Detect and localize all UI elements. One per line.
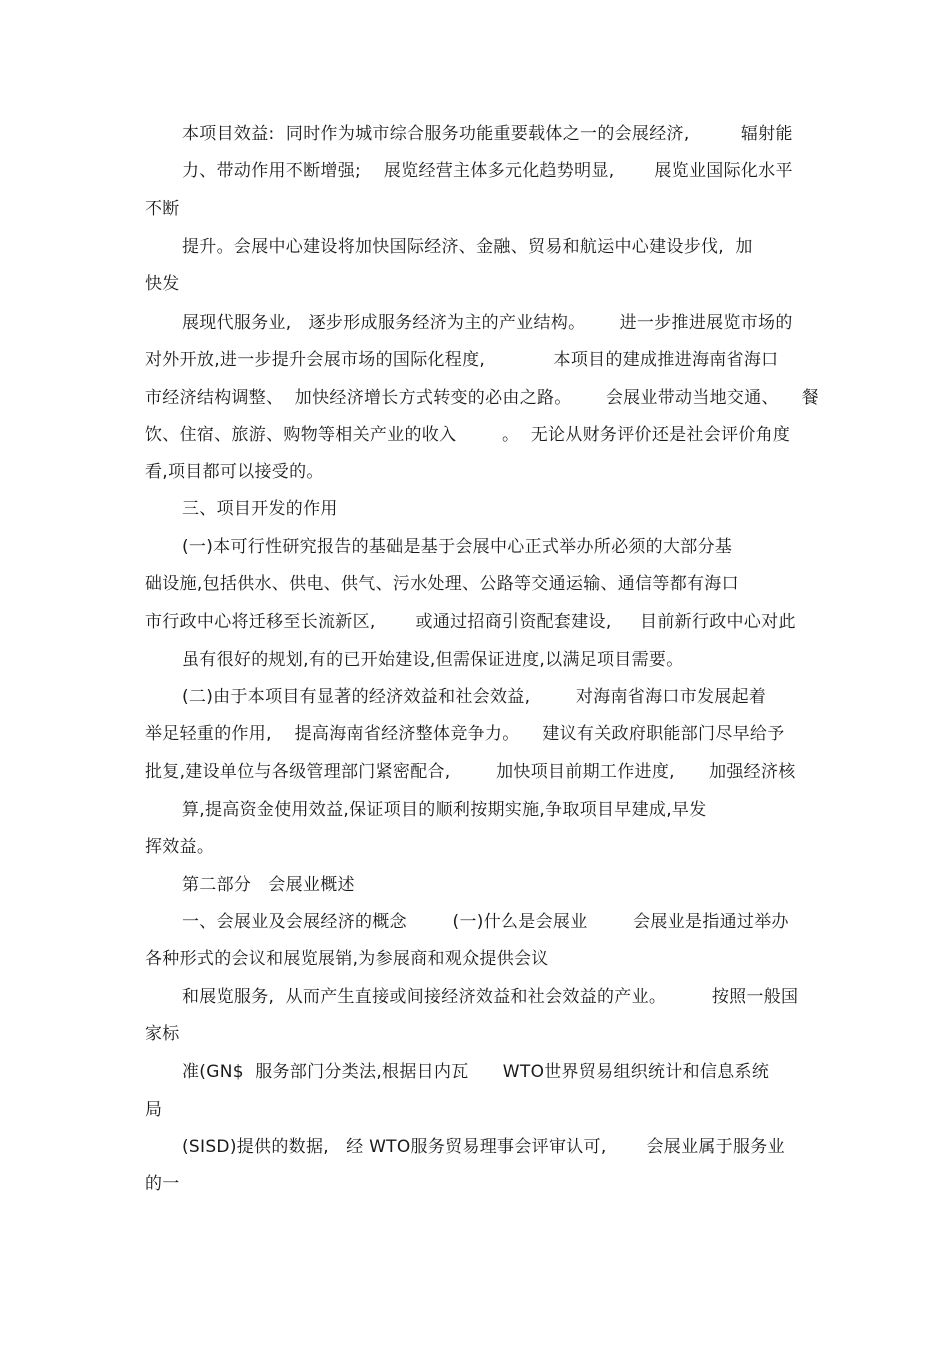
text-line: 快发: [145, 274, 180, 294]
text-line: 饮、住宿、旅游、购物等相关产业的收入 。 无论从财务评价还是社会评价角度: [145, 425, 791, 445]
text-line: 看,项目都可以接受的。: [145, 462, 324, 482]
text-line: 局: [145, 1100, 163, 1120]
text-line: 一、会展业及会展经济的概念 (一)什么是会展业 会展业是指通过举办: [182, 912, 789, 932]
text-line: 批复,建设单位与各级管理部门紧密配合, 加快项目前期工作进度, 加强经济核: [145, 762, 796, 782]
text-line: 对外开放,进一步提升会展市场的国际化程度, 本项目的建成推进海南省海口: [145, 350, 779, 370]
text-line: 提升。会展中心建设将加快国际经济、金融、贸易和航运中心建设步伐, 加: [182, 237, 753, 257]
text-line: 础设施,包括供水、供电、供气、污水处理、公路等交通运输、通信等都有海口: [145, 574, 739, 594]
text-line: 展现代服务业, 逐步形成服务经济为主的产业结构。 进一步推进展览市场的: [182, 313, 793, 333]
text-line: 和展览服务, 从而产生直接或间接经济效益和社会效益的产业。 按照一般国: [182, 987, 799, 1007]
text-line: 力、带动作用不断增强; 展览经营主体多元化趋势明显, 展览业国际化水平: [182, 161, 793, 181]
text-line: 算,提高资金使用效益,保证项目的顺利按期实施,争取项目早建成,早发: [182, 800, 707, 820]
text-line: (SISD)提供的数据, 经 WTO服务贸易理事会评审认可, 会展业属于服务业: [182, 1137, 785, 1157]
text-line: (二)由于本项目有显著的经济效益和社会效益, 对海南省海口市发展起着: [182, 687, 767, 707]
section-heading: 三、项目开发的作用: [182, 499, 338, 519]
text-line: 准(GN$ 服务部门分类法,根据日内瓦 WTO世界贸易组织统计和信息系统: [182, 1062, 770, 1082]
text-line: 举足轻重的作用, 提高海南省经济整体竞争力。 建议有关政府职能部门尽早给予: [145, 724, 785, 744]
text-line: (一)本可行性研究报告的基础是基于会展中心正式举办所必须的大部分基: [182, 537, 733, 557]
text-line: 本项目效益: 同时作为城市综合服务功能重要载体之一的会展经济, 辐射能: [182, 124, 793, 144]
section-heading: 第二部分 会展业概述: [182, 875, 355, 895]
text-line: 各种形式的会议和展览展销,为参展商和观众提供会议: [145, 949, 549, 969]
text-line: 不断: [145, 199, 180, 219]
text-line: 的一: [145, 1174, 180, 1194]
text-line: 挥效益。: [145, 837, 215, 857]
text-line: 市经济结构调整、 加快经济增长方式转变的必由之路。 会展业带动当地交通、 餐: [145, 388, 819, 408]
text-line: 市行政中心将迁移至长流新区, 或通过招商引资配套建设, 目前新行政中心对此: [145, 612, 796, 632]
text-line: 家标: [145, 1024, 180, 1044]
text-line: 虽有很好的规划,有的已开始建设,但需保证进度,以满足项目需要。: [182, 650, 684, 670]
